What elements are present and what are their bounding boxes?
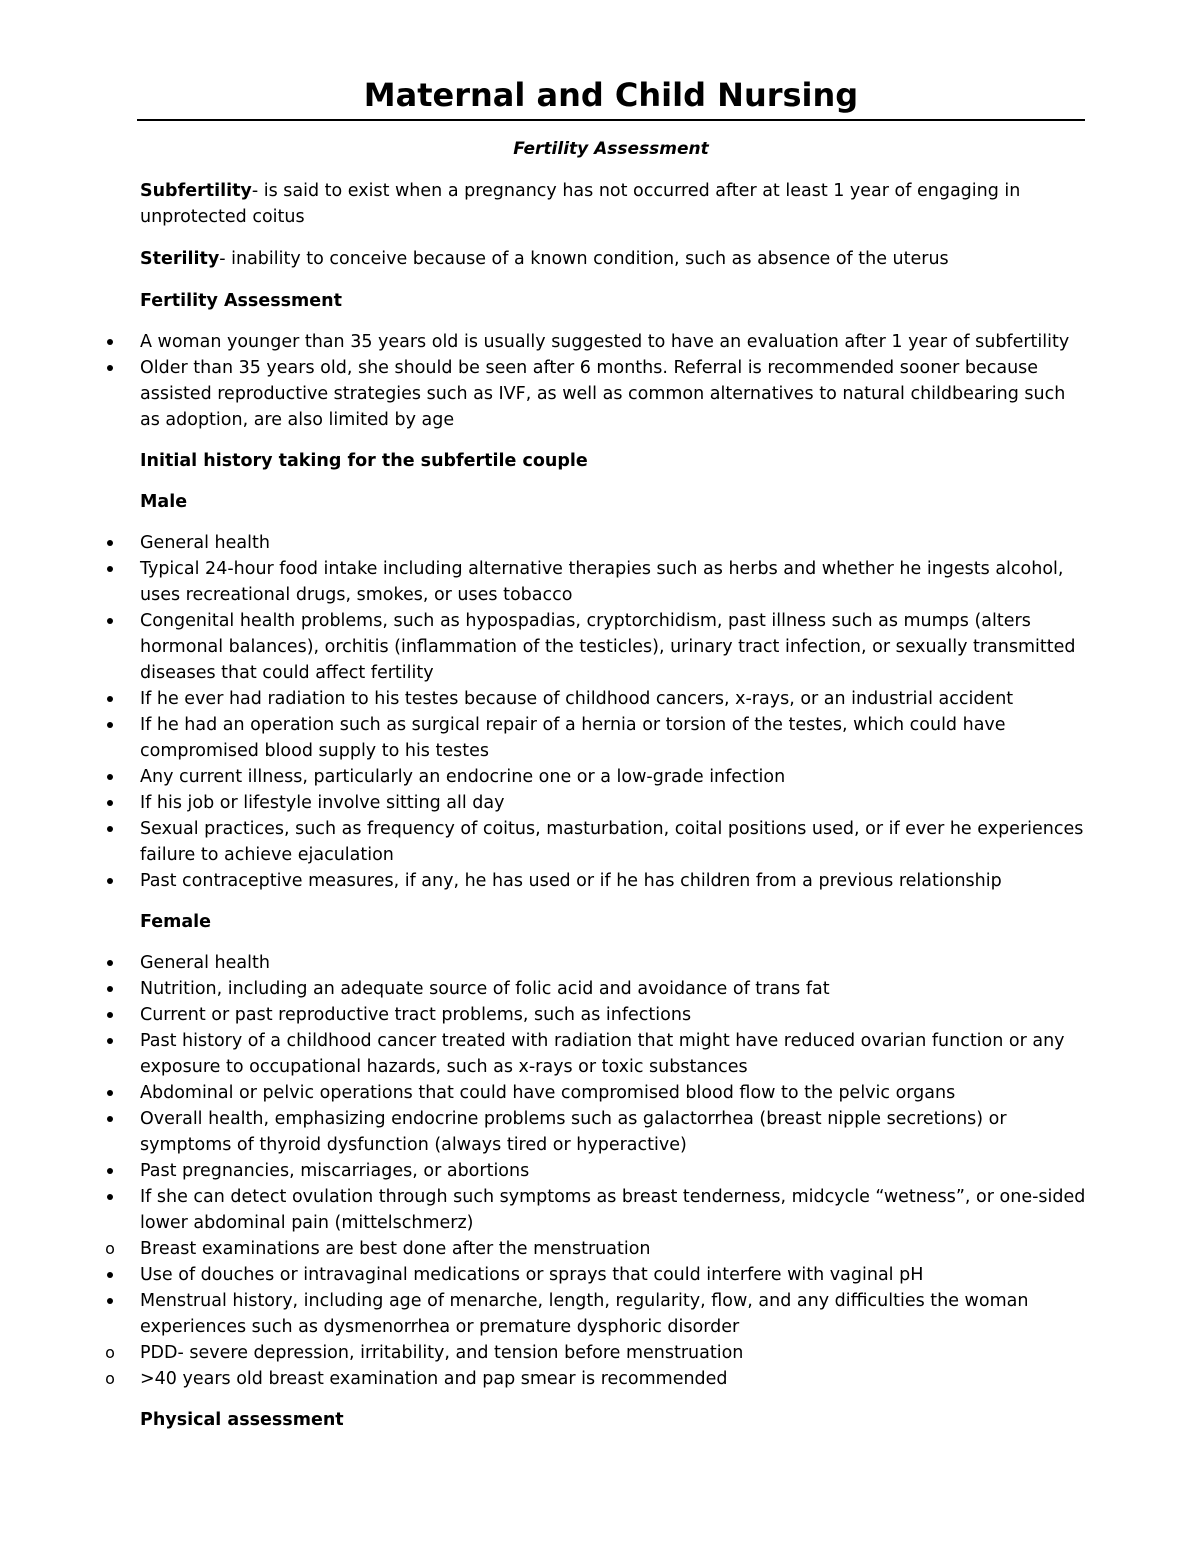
list-item-text: Nutrition, including an adequate source of folic acid and avoidance of trans fat xyxy=(140,979,830,999)
list-item-text: Sexual practices, such as frequency of coitus, masturbation, coital positions used, or if ever he experiences failure to achieve ejaculation xyxy=(140,819,1084,865)
bullet-icon xyxy=(103,1028,117,1044)
definition-subfertility xyxy=(140,178,1090,230)
list-item xyxy=(140,816,1090,868)
list-item-text: If she can detect ovulation through such symptoms as breast tenderness, midcycle “wetness”, or one-sided lower abdominal pain (mittelschmerz) xyxy=(140,1187,1086,1233)
bullet-icon xyxy=(103,1158,117,1174)
male-history-list xyxy=(140,530,1090,894)
list-item xyxy=(140,868,1090,894)
bullet-icon xyxy=(103,790,117,806)
sub-bullet-icon xyxy=(103,1366,117,1392)
definition-sterility xyxy=(140,246,1090,272)
list-item xyxy=(140,976,1090,1002)
list-item xyxy=(140,1366,1090,1392)
list-item xyxy=(140,712,1090,764)
list-item xyxy=(140,1028,1090,1080)
definition-term: Sterility xyxy=(140,249,220,269)
list-item xyxy=(140,355,1090,433)
bullet-icon xyxy=(103,1184,117,1200)
bullet-icon xyxy=(103,764,117,780)
list-item xyxy=(140,686,1090,712)
list-item xyxy=(140,764,1090,790)
list-item xyxy=(140,1184,1090,1236)
list-item xyxy=(140,1340,1090,1366)
heading-physical-assessment: Physical assessment xyxy=(140,1410,344,1430)
bullet-icon xyxy=(103,608,117,624)
list-item-text: Menstrual history, including age of menarche, length, regularity, flow, and any difficulties the woman experiences such as dysmenorrhea or premature dysphoric disorder xyxy=(140,1291,1029,1337)
document-title: Maternal and Child Nursing xyxy=(363,76,859,114)
bullet-icon xyxy=(103,868,117,884)
bullet-icon xyxy=(103,329,117,345)
heading-female: Female xyxy=(140,912,212,932)
list-item-text: Any current illness, particularly an endocrine one or a low-grade infection xyxy=(140,767,786,787)
bullet-icon xyxy=(103,1106,117,1122)
list-item xyxy=(140,1080,1090,1106)
bullet-icon xyxy=(103,976,117,992)
list-item-text: Older than 35 years old, she should be seen after 6 months. Referral is recommended sooner because assisted reproductive strategies such as IVF, as well as common alternatives to natural childbearing such as adoption, are also limited by age xyxy=(140,358,1066,430)
list-item xyxy=(140,608,1090,686)
bullet-icon xyxy=(103,816,117,832)
bullet-icon xyxy=(103,1262,117,1278)
list-item xyxy=(140,1158,1090,1184)
list-item xyxy=(140,1106,1090,1158)
sub-bullet-icon xyxy=(103,1340,117,1366)
list-item-text: If his job or lifestyle involve sitting all day xyxy=(140,793,505,813)
list-item xyxy=(140,1236,1090,1262)
heading-history-taking: Initial history taking for the subfertile couple xyxy=(140,451,588,471)
list-item-text: >40 years old breast examination and pap smear is recommended xyxy=(140,1369,728,1389)
list-item xyxy=(140,950,1090,976)
heading-fertility-assessment: Fertility Assessment xyxy=(140,291,342,311)
bullet-icon xyxy=(103,530,117,546)
bullet-icon xyxy=(103,686,117,702)
definition-text: - inability to conceive because of a known condition, such as absence of the uterus xyxy=(219,249,949,269)
definition-term: Subfertility xyxy=(140,181,252,201)
definition-text: - is said to exist when a pregnancy has not occurred after at least 1 year of engaging in unprotected coitus xyxy=(140,181,1021,227)
heading-male: Male xyxy=(140,492,188,512)
list-item xyxy=(140,329,1090,355)
list-item-text: General health xyxy=(140,533,270,553)
document-body xyxy=(140,178,1090,1448)
list-item-text: Congenital health problems, such as hypospadias, cryptorchidism, past illness such as mumps (alters hormonal balances), orchitis (inflammation of the testicles), urinary tract infection, or sexually transmitted diseases that could affect fertility xyxy=(140,611,1076,683)
list-item-text: Breast examinations are best done after the menstruation xyxy=(140,1239,651,1259)
bullet-icon xyxy=(103,1002,117,1018)
female-history-list xyxy=(140,950,1090,1392)
list-item-text: Abdominal or pelvic operations that could have compromised blood flow to the pelvic organs xyxy=(140,1083,956,1103)
list-item-text: General health xyxy=(140,953,270,973)
list-item xyxy=(140,1262,1090,1288)
list-item xyxy=(140,1002,1090,1028)
list-item-text: Current or past reproductive tract problems, such as infections xyxy=(140,1005,692,1025)
list-item-text: Overall health, emphasizing endocrine problems such as galactorrhea (breast nipple secretions) or symptoms of thyroid dysfunction (always tired or hyperactive) xyxy=(140,1109,1007,1155)
list-item-text: Past contraceptive measures, if any, he has used or if he has children from a previous relationship xyxy=(140,871,1002,891)
list-item-text: Past pregnancies, miscarriages, or abortions xyxy=(140,1161,530,1181)
bullet-icon xyxy=(103,712,117,728)
fertility-assessment-list xyxy=(140,329,1090,433)
list-item-text: Past history of a childhood cancer treated with radiation that might have reduced ovarian function or any exposure to occupational hazards, such as x-rays or toxic substances xyxy=(140,1031,1065,1077)
list-item xyxy=(140,530,1090,556)
list-item-text: Typical 24-hour food intake including alternative therapies such as herbs and whether he ingests alcohol, uses recreational drugs, smokes, or uses tobacco xyxy=(140,559,1064,605)
list-item-text: If he ever had radiation to his testes because of childhood cancers, x-rays, or an industrial accident xyxy=(140,689,1014,709)
list-item xyxy=(140,790,1090,816)
bullet-icon xyxy=(103,1288,117,1304)
list-item xyxy=(140,556,1090,608)
title-divider xyxy=(137,119,1085,121)
bullet-icon xyxy=(103,950,117,966)
sub-bullet-icon xyxy=(103,1236,117,1262)
list-item-text: PDD- severe depression, irritability, and tension before menstruation xyxy=(140,1343,744,1363)
list-item-text: A woman younger than 35 years old is usually suggested to have an evaluation after 1 year of subfertility xyxy=(140,332,1070,352)
bullet-icon xyxy=(103,1080,117,1096)
list-item xyxy=(140,1288,1090,1340)
document-subtitle: Fertility Assessment xyxy=(513,139,709,159)
list-item-text: If he had an operation such as surgical repair of a hernia or torsion of the testes, which could have compromised blood supply to his testes xyxy=(140,715,1006,761)
list-item-text: Use of douches or intravaginal medications or sprays that could interfere with vaginal pH xyxy=(140,1265,924,1285)
bullet-icon xyxy=(103,556,117,572)
bullet-icon xyxy=(103,355,117,371)
